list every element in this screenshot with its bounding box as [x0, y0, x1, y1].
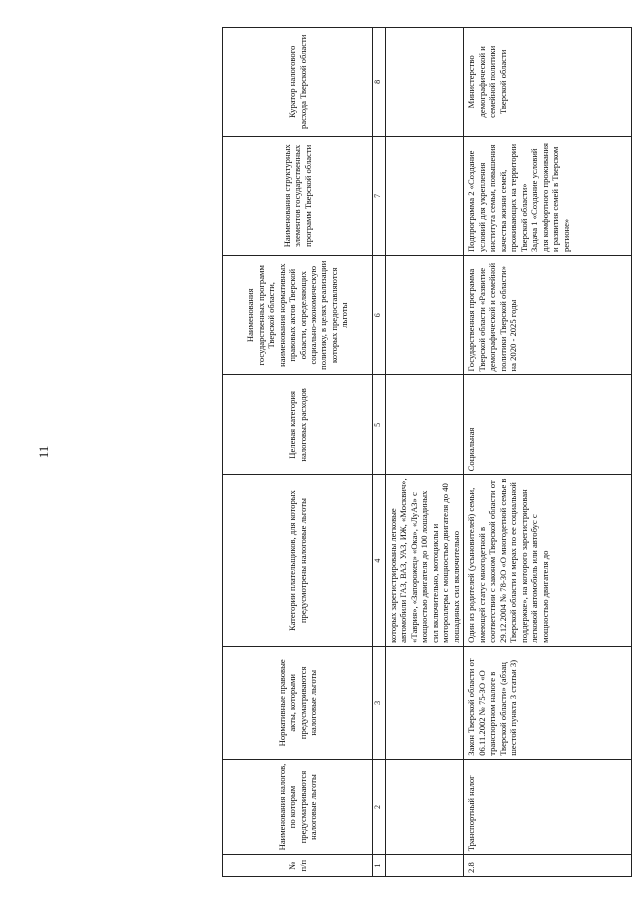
rotated-table-wrapper [222, 27, 632, 877]
program-cell [386, 256, 464, 375]
tax-name-cell [386, 759, 464, 855]
target-category-cell: Социальная [464, 375, 632, 475]
col-number: 4 [373, 475, 386, 647]
row-number-cell [386, 855, 464, 877]
table-row [386, 28, 464, 877]
curator-cell [386, 28, 464, 137]
payer-category-cell: Один из родителей (усыновителей) семьи, имеющей статус многодетной в соответствии с законом Тверской области от 29.12.2004 № 78-ЗО «О многодетной семье в Тверской области и мерах по ее социальной поддержке», на которого зарегистрирован легковой автомобиль или автобус с мощностью двигателя до [464, 475, 632, 647]
header-cell-number: № п/п [223, 855, 373, 877]
header-cell-tax-name: Наименования налогов, по которым предусматриваются налоговые льготы [223, 759, 373, 855]
col-number: 2 [373, 759, 386, 855]
target-category-cell [386, 375, 464, 475]
header-cell-payer-categories: Категории плательщиков, для которых предусмотрены налоговые льготы [223, 475, 373, 647]
table-row [464, 28, 632, 877]
col-number: 1 [373, 855, 386, 877]
page-number: 11 [36, 445, 51, 459]
legal-act-cell [386, 646, 464, 759]
tax-benefits-table [222, 27, 632, 877]
header-cell-structural-elements: Наименования структурных элементов государственных программ Тверской области [223, 136, 373, 255]
tax-name-cell: Транспортный налог [464, 759, 632, 855]
col-number: 7 [373, 136, 386, 255]
payer-category-cell: которых зарегистрированы легковые автомобили ГАЗ, ВАЗ, УАЗ, ИЖ, «Москвич», «Таврия», «Запорожец» «Ока», «ЛуАЗ» с мощностью двигателя до 100 лошадиных сил включительно, мотоциклы и мотороллеры с мощностью двигателя до 40 лошадиных сил включительно [386, 475, 464, 647]
header-cell-legal-acts: Нормативные правовые акты, которыми предусматриваются налоговые льготы [223, 646, 373, 759]
program-cell: Государственная программа Тверской области «Развитие демографической и семейной политики Тверской области» на 2020 - 2025 годы [464, 256, 632, 375]
structural-element-cell [386, 136, 464, 255]
header-cell-curator: Куратор налогового расхода Тверской области [223, 28, 373, 137]
structural-element-cell: Подпрограмма 2 «Создание условий для укрепления института семьи, повышения качества жизни семей, проживающих на территории Тверской области» Задача 1 «Создание условий для комфортного проживания и развития семей в Тверском регионе» [464, 136, 632, 255]
curator-cell: Министерство демографической и семейной политики Тверской области [464, 28, 632, 137]
legal-act-cell: Закон Тверской области от 06.11.2002 № 75-ЗО «О транспортном налоге в Тверской области» (абзац шестой пункта 3 статьи 3) [464, 646, 632, 759]
header-cell-target-category: Целевая категория налоговых расходов [223, 375, 373, 475]
col-number: 6 [373, 256, 386, 375]
header-cell-programs: Наименования государственных программ Тверской области, наименования нормативных правовых актов Тверской области, определяющих социально-экономическую политику, в целях реализации которых предоставляются льготы [223, 256, 373, 375]
header-row [223, 28, 373, 877]
column-number-row [373, 28, 386, 877]
col-number: 5 [373, 375, 386, 475]
row-number-cell: 2.8 [464, 855, 632, 877]
col-number: 8 [373, 28, 386, 137]
col-number: 3 [373, 646, 386, 759]
